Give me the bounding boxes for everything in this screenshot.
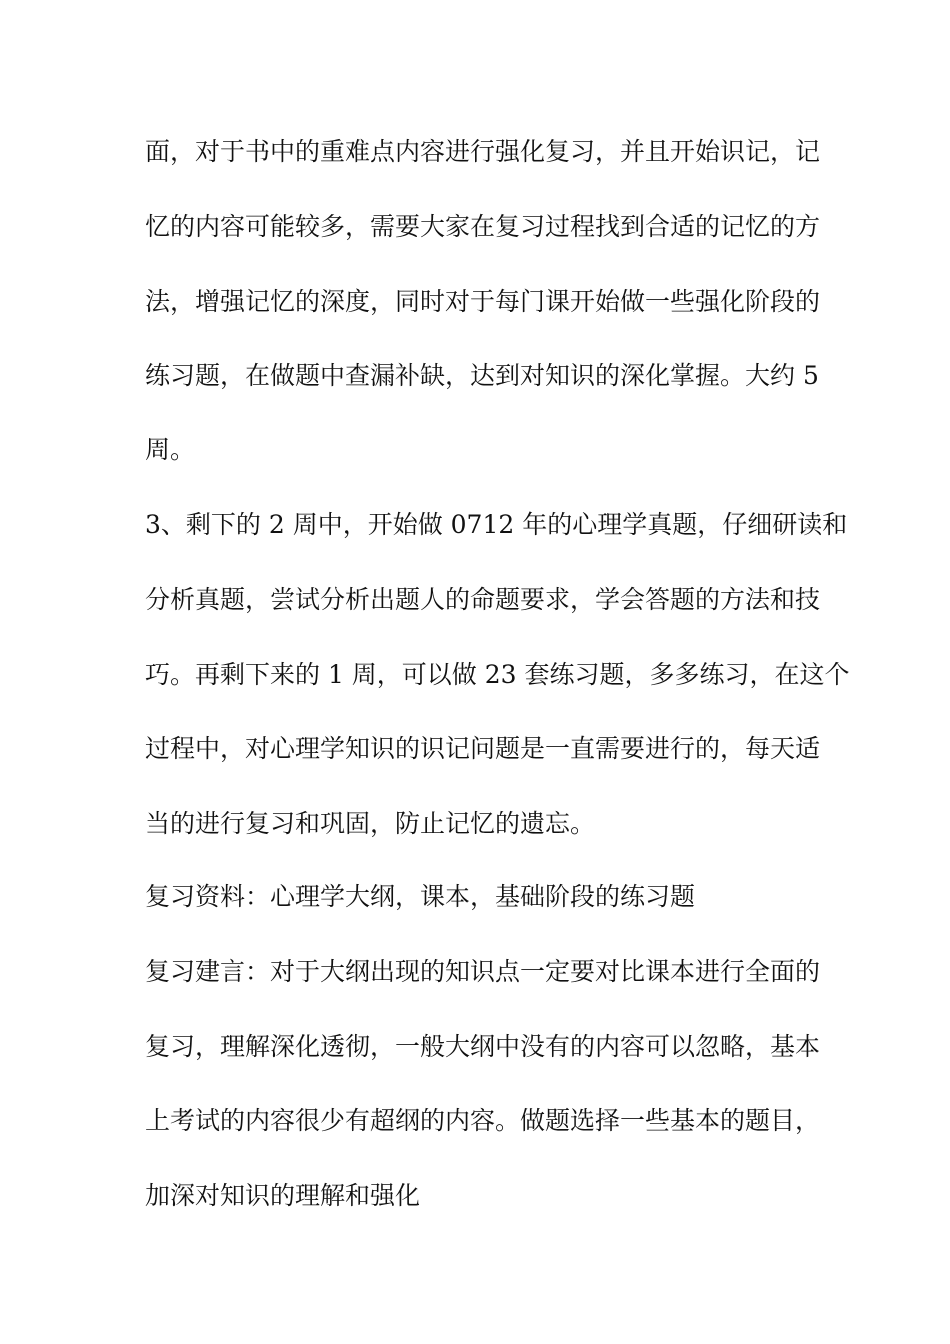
text-line-11: 复习资料：心理学大纲，课本，基础阶段的练习题 (145, 882, 696, 911)
text-line-3: 法，增强记忆的深度，同时对于每门课开始做一些强化阶段的 (145, 287, 821, 316)
text-line-7: 分析真题，尝试分析出题人的命题要求，学会答题的方法和技 (145, 585, 821, 614)
text-line-5: 周。 (145, 435, 196, 464)
text-line-13: 复习，理解深化透彻，一般大纲中没有的内容可以忽略，基本 (145, 1032, 821, 1061)
text-line-6: 3、剩下的 2 周中，开始做 0712 年的心理学真题，仔细研读和 (145, 510, 848, 539)
text-line-9: 过程中，对心理学知识的识记问题是一直需要进行的，每天适 (145, 734, 821, 763)
text-line-8: 巧。再剩下来的 1 周，可以做 23 套练习题，多多练习，在这个 (145, 660, 850, 689)
text-line-15: 加深对知识的理解和强化 (145, 1181, 421, 1210)
text-line-14: 上考试的内容很少有超纲的内容。做题选择一些基本的题目， (145, 1106, 821, 1135)
text-line-4: 练习题，在做题中查漏补缺，达到对知识的深化掌握。大约 5 (145, 361, 819, 390)
text-line-1: 面，对于书中的重难点内容进行强化复习，并且开始识记，记 (145, 137, 821, 166)
text-line-12: 复习建言：对于大纲出现的知识点一定要对比课本进行全面的 (145, 957, 821, 986)
text-line-10: 当的进行复习和巩固，防止记忆的遗忘。 (145, 809, 596, 838)
text-line-2: 忆的内容可能较多，需要大家在复习过程找到合适的记忆的方 (145, 212, 821, 241)
